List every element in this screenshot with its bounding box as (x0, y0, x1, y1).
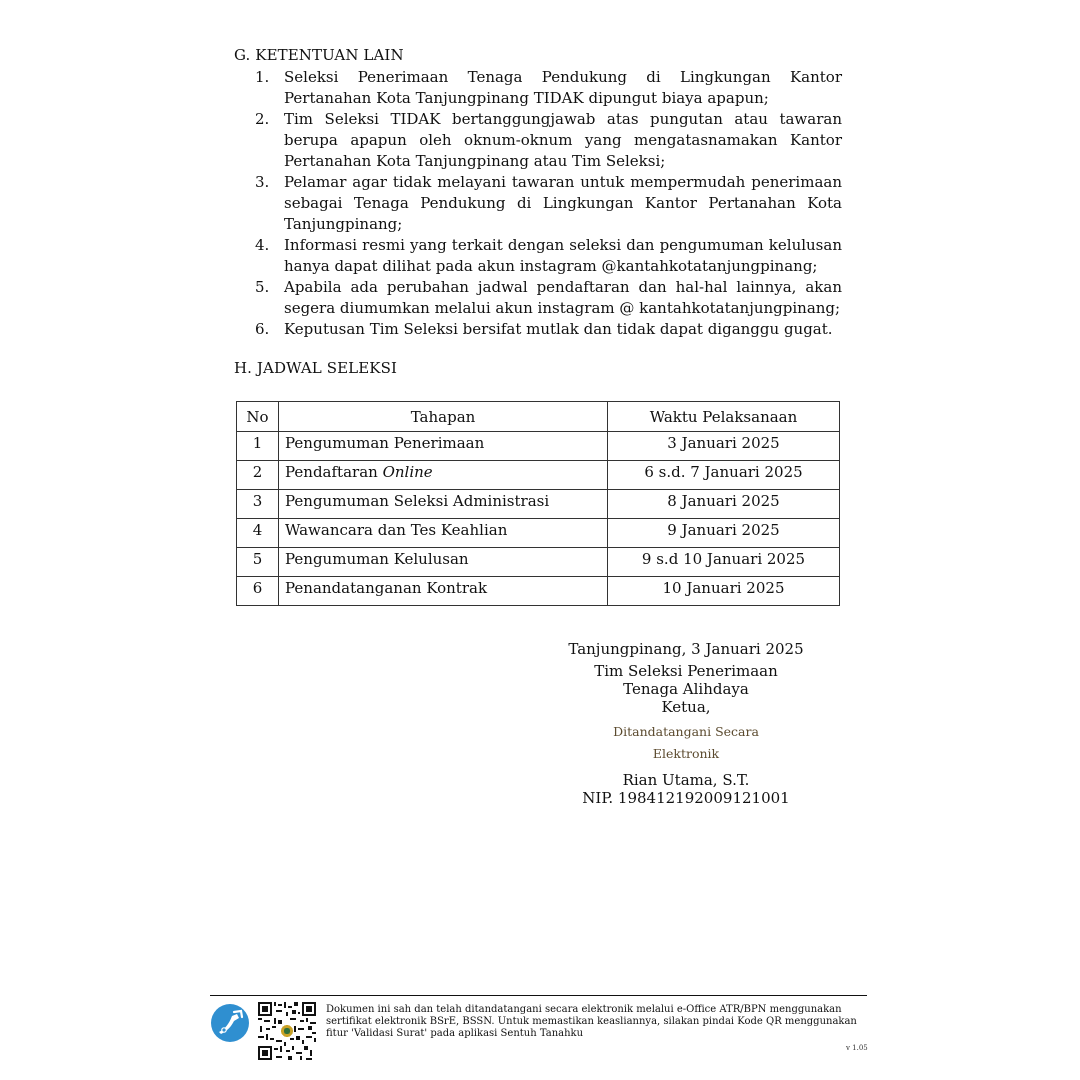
cell-tahapan (279, 490, 608, 519)
column-header-waktu: Waktu Pelaksanaan (608, 402, 840, 432)
tahapan-italic-text: Online (382, 463, 433, 481)
footer-version: v 1.05 (846, 1044, 868, 1052)
table-row (237, 461, 840, 490)
signature-team-line1: Tim Seleksi Penerimaan (594, 662, 778, 680)
digital-signature-line2: Elektronik (652, 746, 720, 761)
tahapan-text: Penandatanganan Kontrak (285, 579, 488, 597)
list-item (255, 109, 842, 172)
cell-waktu: 9 Januari 2025 (608, 519, 840, 548)
cell-tahapan (279, 577, 608, 606)
tahapan-text: Pengumuman Seleksi Administrasi (285, 492, 550, 510)
cell-waktu: 9 s.d 10 Januari 2025 (608, 548, 840, 577)
table-row (237, 577, 840, 606)
list-item-number: 3. (255, 173, 270, 191)
digital-signature-line1: Ditandatangani Secara (613, 724, 759, 739)
list-item-text: Informasi resmi yang terkait dengan seleksi dan pengumuman kelulusan hanya dapat dilihat pada akun instagram @kantahkotatanjungpinang; (284, 236, 842, 275)
signature-team-line2: Tenaga Alihdaya (623, 680, 749, 698)
list-item-number: 1. (255, 68, 270, 86)
table-row (237, 490, 840, 519)
tahapan-text: Pendaftaran (285, 463, 383, 481)
list-item (255, 235, 842, 277)
schedule-table (236, 401, 840, 606)
cell-tahapan (279, 548, 608, 577)
signature-block (556, 640, 816, 807)
tahapan-text: Wawancara dan Tes Keahlian (285, 521, 508, 539)
table-row (237, 519, 840, 548)
cell-waktu: 8 Januari 2025 (608, 490, 840, 519)
sentuh-tanahku-logo-icon (210, 1003, 250, 1043)
cell-waktu: 6 s.d. 7 Januari 2025 (608, 461, 840, 490)
column-header-tahapan: Tahapan (279, 402, 608, 432)
signatory-nip: NIP. 198412192009121001 (582, 789, 790, 807)
list-item-text: Seleksi Penerimaan Tenaga Pendukung di Lingkungan Kantor Pertanahan Kota Tanjungpinang TIDAK dipungut biaya apapun; (284, 68, 842, 107)
cell-no: 2 (237, 461, 279, 490)
footer-divider (210, 995, 867, 996)
cell-no: 4 (237, 519, 279, 548)
table-row (237, 548, 840, 577)
list-item-number: 5. (255, 278, 270, 296)
section-h-heading: H. JADWAL SELEKSI (234, 359, 397, 377)
tahapan-text: Pengumuman Kelulusan (285, 550, 469, 568)
list-item-text: Tim Seleksi TIDAK bertanggungjawab atas pungutan atau tawaran berupa apapun oleh oknum-oknum yang mengatasnamakan Kantor Pertanahan Kota Tanjungpinang atau Tim Seleksi; (284, 110, 842, 170)
cell-no: 5 (237, 548, 279, 577)
list-item-number: 4. (255, 236, 270, 254)
list-item (255, 319, 842, 340)
signature-role: Ketua, (661, 698, 711, 716)
section-g-heading: G. KETENTUAN LAIN (234, 46, 404, 64)
list-item-number: 2. (255, 110, 270, 128)
cell-waktu: 10 Januari 2025 (608, 577, 840, 606)
table-row (237, 432, 840, 461)
cell-tahapan (279, 432, 608, 461)
table-header-row (237, 402, 840, 432)
footer-validation-note: Dokumen ini sah dan telah ditandatangani secara elektronik melalui e-Office ATR/BPN menggunakan sertifikat elektronik BSrE, BSSN. Untuk memastikan keasliannya, silakan pindai Kode QR menggunakan fitur 'Validasi Surat' pada aplikasi Sentuh Tanahku (326, 1004, 857, 1039)
cell-no: 1 (237, 432, 279, 461)
column-header-no: No (237, 402, 279, 432)
cell-waktu: 3 Januari 2025 (608, 432, 840, 461)
list-item-text: Keputusan Tim Seleksi bersifat mutlak dan tidak dapat diganggu gugat. (284, 320, 833, 338)
list-item (255, 172, 842, 235)
list-item-text: Apabila ada perubahan jadwal pendaftaran dan hal-hal lainnya, akan segera diumumkan melalui akun instagram @ kantahkotatanjungpinang; (284, 278, 842, 317)
cell-tahapan (279, 519, 608, 548)
signature-place-date: Tanjungpinang, 3 Januari 2025 (568, 640, 804, 658)
cell-no: 6 (237, 577, 279, 606)
qr-code-icon (258, 1002, 316, 1060)
signatory-name: Rian Utama, S.T. (622, 771, 750, 789)
tahapan-text: Pengumuman Penerimaan (285, 434, 485, 452)
list-item (255, 277, 842, 319)
ketentuan-list (255, 67, 842, 340)
cell-no: 3 (237, 490, 279, 519)
list-item-text: Pelamar agar tidak melayani tawaran untuk mempermudah penerimaan sebagai Tenaga Pendukung di Lingkungan Kantor Pertanahan Kota Tanjungpinang; (284, 173, 842, 233)
list-item-number: 6. (255, 320, 270, 338)
list-item (255, 67, 842, 109)
cell-tahapan (279, 461, 608, 490)
